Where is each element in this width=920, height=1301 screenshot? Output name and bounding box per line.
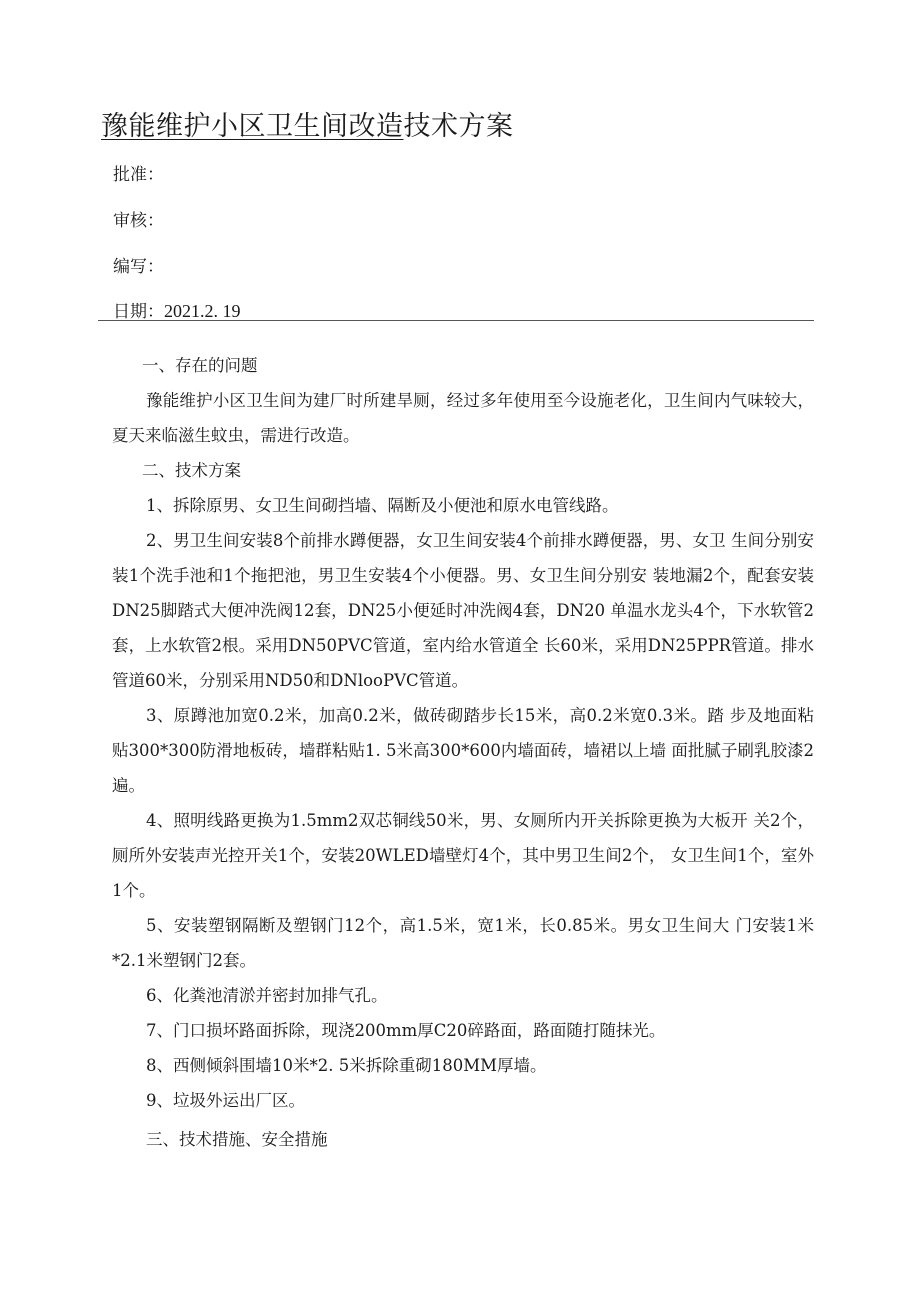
section-heading-problems: 一、存在的问题 — [142, 356, 258, 375]
header-divider — [98, 320, 814, 321]
review-label: 审核： — [113, 211, 164, 231]
author-label: 编写： — [113, 257, 164, 277]
approve-label: 批准： — [113, 165, 164, 185]
plan-item-3: 3、原蹲池加宽0.2米，加高0.2米，做砖砌踏步长15米，高0.2米宽0.3米。踏 步及地面粘贴300*300防滑地板砖，墙群粘贴1. 5米高300*600内墙面砖，墙裙以上墙 面批腻子刷乳胶漆2遍。 — [112, 706, 814, 795]
plan-item-5: 5、安装塑钢隔断及塑钢门12个，高1.5米，宽1米，长0.85米。男女卫生间大 门安装1米*2.1米塑钢门2套。 — [112, 916, 814, 970]
date-line — [113, 297, 241, 322]
plan-item-4: 4、照明线路更换为1.5mm2双芯铜线50米，男、女厕所内开关拆除更换为大板开 关2个，厕所外安装声光控开关1个，安装20WLED墙壁灯4个，其中男卫生间2个， 女卫生间1个，室外1个。 — [112, 811, 814, 900]
date-label: 日期： — [113, 302, 164, 322]
plan-item-1: 1、拆除原男、女卫生间砌挡墙、隔断及小便池和原水电管线路。 — [146, 496, 619, 515]
plan-item-9: 9、垃圾外运出厂区。 — [146, 1091, 305, 1110]
title-suffix: 技术方案 — [403, 111, 514, 142]
date-value: 2021.2. 19 — [164, 301, 241, 321]
plan-item-6: 6、化粪池清淤并密封加排气孔。 — [146, 986, 388, 1005]
plan-item-7: 7、门口损坏路面拆除，现浇200mm厚C20碎路面，路面随打随抹光。 — [146, 1021, 666, 1040]
plan-item-2: 2、男卫生间安装8个前排水蹲便器，女卫生间安装4个前排水蹲便器，男、女卫 生间分别安装1个洗手池和1个拖把池，男卫生安装4个小便器。男、女卫生间分别安 装地漏2个，配套安装DN25脚踏式大便冲洗阀12套，DN25小便延时冲洗阀4套，DN20 单温水龙头4个，下水软管2套，上水软管2根。采用DN50PVC管道，室内给水管道全 长60米，采用DN25PPR管道。排水管道60米，分别采用ND50和DNlooPVC管道。 — [112, 531, 814, 690]
section-heading-measures: 三、技术措施、安全措施 — [146, 1130, 328, 1149]
problems-paragraph: 豫能维护小区卫生间为建厂时所建旱厕，经过多年使用至今设施老化，卫生间内气味较大，夏天来临滋生蚊虫，需进行改造。 — [112, 391, 814, 445]
section-heading-plan: 二、技术方案 — [142, 461, 241, 480]
plan-item-8: 8、西侧倾斜围墙10米*2. 5米拆除重砌180MM厚墙。 — [146, 1056, 547, 1075]
title-project-name: 豫能维护小区卫生间改造 — [101, 111, 404, 142]
document-body — [112, 348, 814, 1157]
document-title — [101, 104, 514, 143]
